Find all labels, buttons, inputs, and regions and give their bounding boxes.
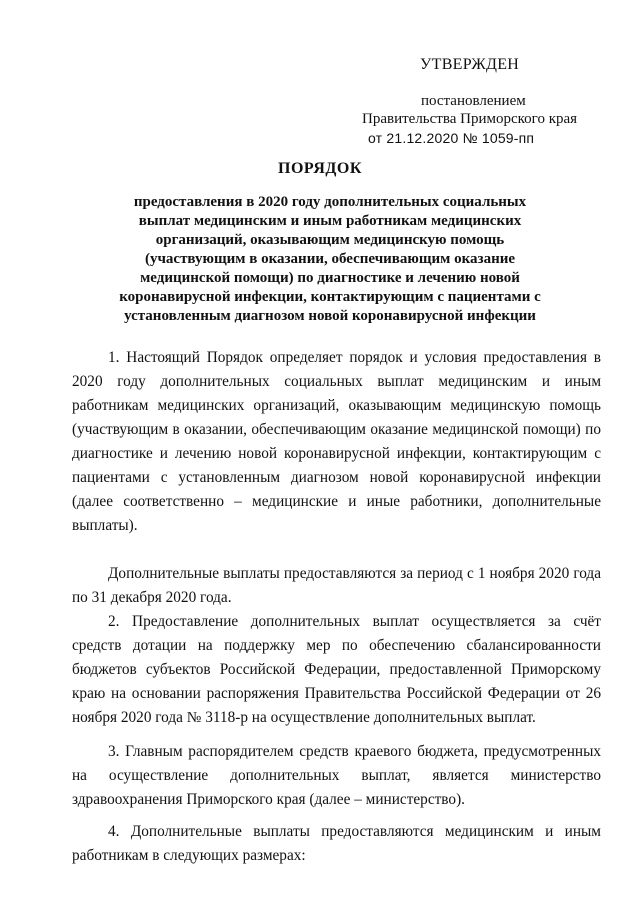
paragraph-1: 1. Настоящий Порядок определяет порядок и условия предоставления в 2020 году дополнительных социальных выплат медицинским и иным работникам медицинских организаций, оказывающим медицинскую помощь (участвующим в оказании, обеспечивающим оказание медицинской помощи) по диагностике и лечению новой коронавирусной инфекции, контактирующим с пациентами с установленным диагнозом новой коронавирусной инфекции (далее соответственно – медицинские и иные работники, дополнительные выплаты).: [72, 349, 601, 534]
resolution-line: постановлением: [421, 93, 526, 109]
approval-stamp: УТВЕРЖДЕН: [420, 56, 520, 73]
order-reference: от 21.12.2020 № 1059-пп: [368, 130, 535, 146]
paragraph-4: 4. Дополнительные выплаты предоставляются медицинским и иным работникам в следующих размерах:: [72, 823, 601, 864]
document-title: ПОРЯДОК: [278, 160, 362, 177]
paragraph-2: 2. Предоставление дополнительных выплат осуществляется за счёт средств дотации на поддержку мер по обеспечению сбалансированности бюджетов субъектов Российской Федерации, предоставленной Приморскому краю на основании распоряжения Правительства Российской Федерации от 26 ноября 2020 года № 3118-р на осуществление дополнительных выплат.: [72, 613, 601, 726]
paragraph-3: 3. Главным распорядителем средств краевого бюджета, предусмотренных на осуществление дополнительных выплат, является министерство здравоохранения Приморского края (далее – министерство).: [72, 743, 601, 808]
document-subtitle: предоставления в 2020 году дополнительных социальных выплат медицинским и иным работникам медицинских организаций, оказывающим медицинскую помощь (участвующим в оказании, обеспечивающим оказание медицинской помощи) по диагностике и лечению новой коронавирусной инфекции, контактирующим с пациентами с установленным диагнозом новой коронавирусной инфекции: [119, 194, 541, 324]
paragraph-1-period: Дополнительные выплаты предоставляются за период с 1 ноября 2020 года по 31 декабря 2020 года.: [72, 565, 601, 606]
government-line: Правительства Приморского края: [362, 111, 578, 127]
